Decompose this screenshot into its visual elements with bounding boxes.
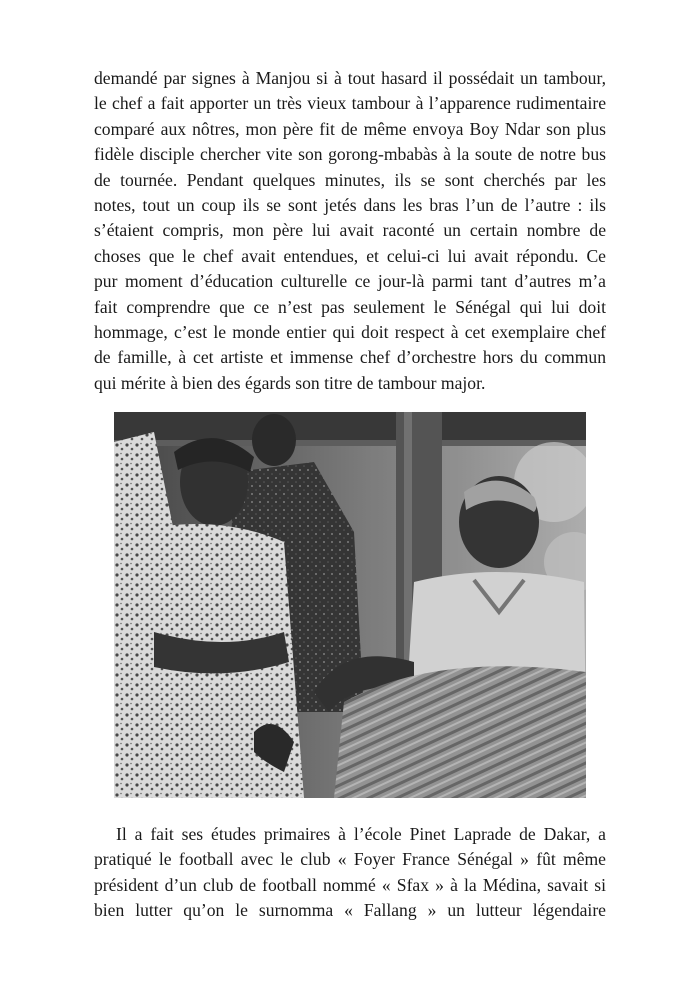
text-line: qui mérite à bien des égards son titre de tambour major. [94, 372, 486, 393]
text-line: choses que le chef avait entendues, et celui-ci lui avait répondu. Ce [94, 245, 606, 266]
text-line: président d’un club de football nommé « Sfax » à la Médina, savait si [94, 874, 606, 895]
text-line: le chef a fait apporter un très vieux tambour à l’apparence rudimentaire [94, 93, 606, 114]
text-line: hommage, c’est le monde entier qui doit respect à cet exemplaire chef [94, 322, 606, 343]
text-line: de famille, à cet artiste et immense chef d’orchestre hors du commun [94, 347, 606, 368]
photograph [114, 412, 586, 798]
paragraph-1 [94, 66, 606, 396]
text-line: notes, tout un coup ils se sont jetés dans les bras l’un de l’autre : ils [94, 195, 606, 216]
text-line: comparé aux nôtres, mon père fit de même envoya Boy Ndar son plus [94, 118, 606, 139]
text-line: fait comprendre que ce n’est pas seulement le Sénégal qui lui doit [94, 296, 606, 317]
text-line: Il a fait ses études primaires à l’école Pinet Laprade de Dakar, a [116, 824, 606, 844]
text-line: de tournée. Pendant quelques minutes, ils se sont cherchés par les [94, 169, 606, 190]
text-line: pratiqué le football avec le club « Foyer France Sénégal » fût même [94, 849, 606, 870]
text-line: s’étaient compris, mon père lui avait raconté un certain nombre de [94, 220, 606, 241]
photograph-two-men-seated-icon [114, 412, 586, 798]
text-line: fidèle disciple chercher vite son gorong-mbabàs à la soute de notre bus [94, 144, 606, 165]
text-line: bien lutter qu’on le surnomma « Fallang » un lutteur légendaire [94, 900, 606, 921]
text-line: pur moment d’éducation culturelle ce jour-là parmi tant d’autres m’a [94, 271, 606, 292]
text-line: demandé par signes à Manjou si à tout hasard il possédait un tambour, [94, 68, 606, 88]
paragraph-2 [94, 822, 606, 924]
